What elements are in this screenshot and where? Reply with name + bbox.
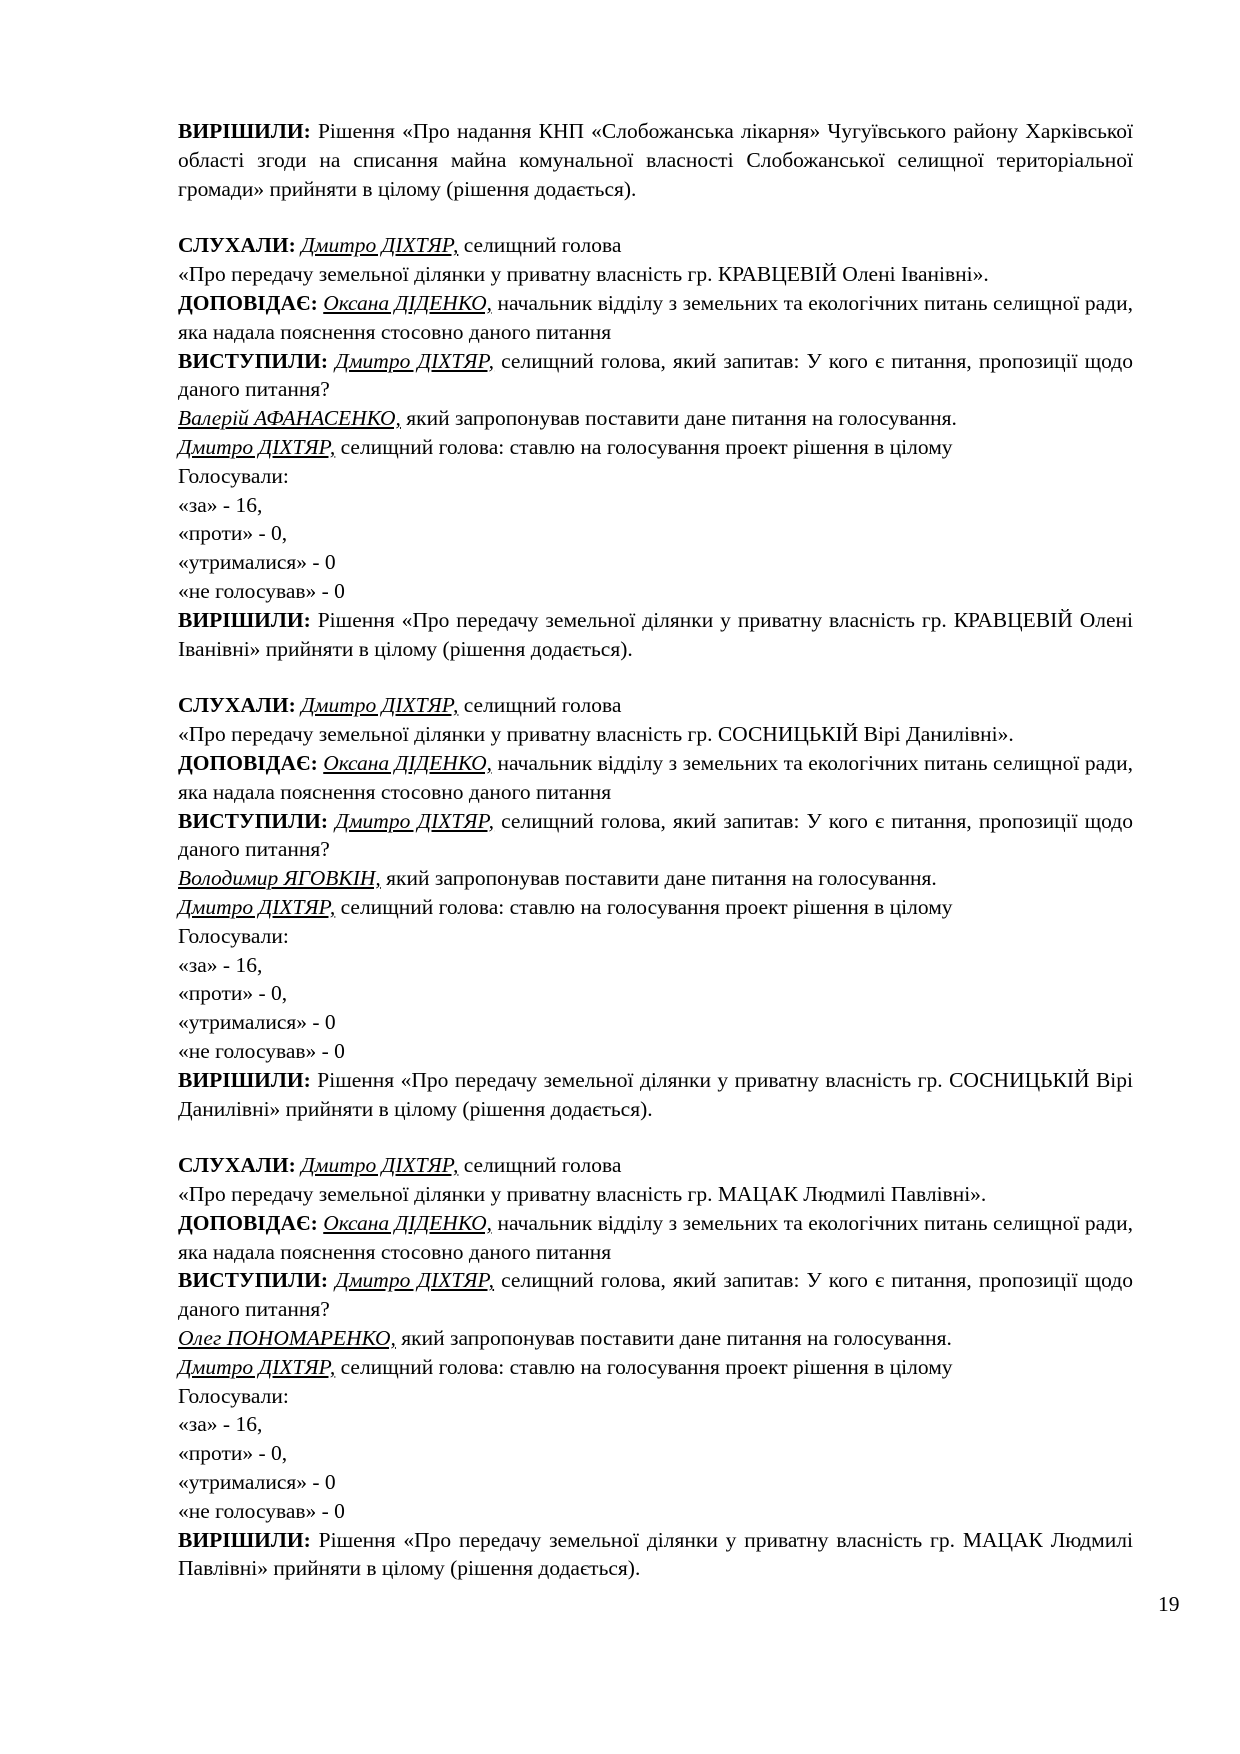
proposer-line [178,404,1133,433]
vote-title: Голосували: [178,1383,289,1408]
proposer-line [178,864,1133,893]
page-number: 19 [1158,1592,1180,1616]
chair-line [178,433,1133,462]
reporter-name: Оксана ДІДЕНКО, [323,750,492,775]
sluhaly-line [178,1151,1133,1180]
vote-za: «за» - 16, [178,952,263,977]
speaker-name: Дмитро ДІХТЯР, [301,693,459,718]
intro-resolution [178,117,1133,203]
vystupyly-label: ВИСТУПИЛИ: [178,348,329,373]
vystupyly-line [178,1266,1133,1324]
proposer-text: який запропонував поставити дане питання на голосування. [380,866,937,891]
speaker-role: селищний голова [458,1153,622,1178]
agenda-topic: «Про передачу земельної ділянки у приватну власність гр. КРАВЦЕВІЙ Олені Іванівні». [178,262,989,287]
sluhaly-line [178,691,1133,720]
proposer-name: Олег ПОНОМАРЕНКО, [178,1326,396,1351]
chair-text: селищний голова: ставлю на голосування проект рішення в цілому [335,434,953,459]
vystupyly-line [178,807,1133,865]
speaker-name: Дмитро ДІХТЯР, [301,1153,459,1178]
chair-line [178,1353,1133,1382]
resolution-line [178,606,1133,664]
resolved-text: Рішення «Про передачу земельної ділянки у приватну власність гр. МАЦАК Людмилі Павлівні» прийняти в цілому (рішення додається). [178,1527,1133,1581]
vote-proty: «проти» - 0, [178,521,288,546]
speaker-role: селищний голова [458,693,622,718]
chair-name: Дмитро ДІХТЯР, [178,434,336,459]
reporter-name: Оксана ДІДЕНКО, [323,1210,492,1235]
reporter-text: начальник відділу з земельних та екологічних питань селищної ради, яка надала пояснення стосовно даного питання [178,750,1134,804]
vote-utrymalysia: «утрималися» - 0 [178,1470,336,1495]
vote-proty: «проти» - 0, [178,1441,288,1466]
vote-za: «за» - 16, [178,1412,263,1437]
dopovidae-line [178,289,1133,347]
sluhaly-line [178,231,1133,260]
vote-ne-golosuvav: «не голосував» - 0 [178,1498,345,1523]
resolved-text: Рішення «Про надання КНП «Слобожанська лікарня» Чугуївського району Харківської області згоди на списання майна комунальної власності Слобожанської селищної територіальної громади» прийняти в цілому (рішення додається). [178,119,1133,201]
speaker-name: Дмитро ДІХТЯР, [335,1268,495,1293]
resolved-label: ВИРІШИЛИ: [178,1067,311,1092]
vote-ne-golosuvav: «не голосував» - 0 [178,1038,345,1063]
agenda-item-2 [178,691,1133,1123]
resolved-label: ВИРІШИЛИ: [178,1527,311,1552]
vystupyly-label: ВИСТУПИЛИ: [178,808,329,833]
agenda-item-1 [178,231,1133,663]
vote-title: Голосували: [178,923,289,948]
chair-line [178,893,1133,922]
speaker-text: селищний голова, який запитав: У кого є питання, пропозиції щодо даного питання? [178,808,1133,862]
resolved-text: Рішення «Про передачу земельної ділянки у приватну власність гр. СОСНИЦЬКІЙ Вірі Данилівні» прийняти в цілому (рішення додається). [178,1067,1133,1121]
resolution-line [178,1066,1133,1124]
dopovidae-line [178,1209,1133,1267]
speaker-text: селищний голова, який запитав: У кого є питання, пропозиції щодо даного питання? [178,1268,1133,1322]
chair-text: селищний голова: ставлю на голосування проект рішення в цілому [335,1354,953,1379]
sluhaly-label: СЛУХАЛИ: [178,233,296,258]
resolved-text: Рішення «Про передачу земельної ділянки у приватну власність гр. КРАВЦЕВІЙ Олені Іванівні» прийняти в цілому (рішення додається). [178,607,1133,661]
vote-proty: «проти» - 0, [178,981,288,1006]
dopovidae-label: ДОПОВІДАЄ: [178,290,318,315]
speaker-name: Дмитро ДІХТЯР, [335,348,495,373]
document-page [178,117,1133,1583]
chair-name: Дмитро ДІХТЯР, [178,894,336,919]
proposer-name: Володимир ЯГОВКІН, [178,866,381,891]
speaker-text: селищний голова, який запитав: У кого є питання, пропозиції щодо даного питання? [178,348,1133,402]
speaker-role: селищний голова [458,233,622,258]
section-gap [178,203,1133,231]
proposer-text: який запропонував поставити дане питання на голосування. [395,1326,952,1351]
sluhaly-label: СЛУХАЛИ: [178,1153,296,1178]
vote-title: Голосували: [178,463,289,488]
chair-text: селищний голова: ставлю на голосування проект рішення в цілому [335,894,953,919]
resolved-label: ВИРІШИЛИ: [178,119,311,143]
vystupyly-label: ВИСТУПИЛИ: [178,1268,329,1293]
agenda-topic: «Про передачу земельної ділянки у приватну власність гр. СОСНИЦЬКІЙ Вірі Данилівні». [178,722,1014,747]
vote-ne-golosuvav: «не голосував» - 0 [178,578,345,603]
speaker-name: Дмитро ДІХТЯР, [335,808,495,833]
reporter-text: начальник відділу з земельних та екологічних питань селищної ради, яка надала пояснення стосовно даного питання [178,1210,1134,1264]
section-gap [178,663,1133,691]
speaker-name: Дмитро ДІХТЯР, [301,233,459,258]
section-gap [178,1123,1133,1151]
proposer-line [178,1324,1133,1353]
chair-name: Дмитро ДІХТЯР, [178,1354,336,1379]
sluhaly-label: СЛУХАЛИ: [178,693,296,718]
agenda-topic: «Про передачу земельної ділянки у приватну власність гр. МАЦАК Людмилі Павлівні». [178,1182,987,1207]
resolved-label: ВИРІШИЛИ: [178,607,311,632]
vote-za: «за» - 16, [178,492,263,517]
vystupyly-line [178,347,1133,405]
dopovidae-line [178,749,1133,807]
dopovidae-label: ДОПОВІДАЄ: [178,750,318,775]
vote-utrymalysia: «утрималися» - 0 [178,1010,336,1035]
reporter-name: Оксана ДІДЕНКО, [323,290,492,315]
proposer-name: Валерій АФАНАСЕНКО, [178,406,401,431]
resolution-line [178,1526,1133,1584]
vote-utrymalysia: «утрималися» - 0 [178,550,336,575]
proposer-text: який запропонував поставити дане питання на голосування. [400,406,957,431]
reporter-text: начальник відділу з земельних та екологічних питань селищної ради, яка надала пояснення стосовно даного питання [178,290,1134,344]
agenda-item-3 [178,1151,1133,1583]
dopovidae-label: ДОПОВІДАЄ: [178,1210,318,1235]
